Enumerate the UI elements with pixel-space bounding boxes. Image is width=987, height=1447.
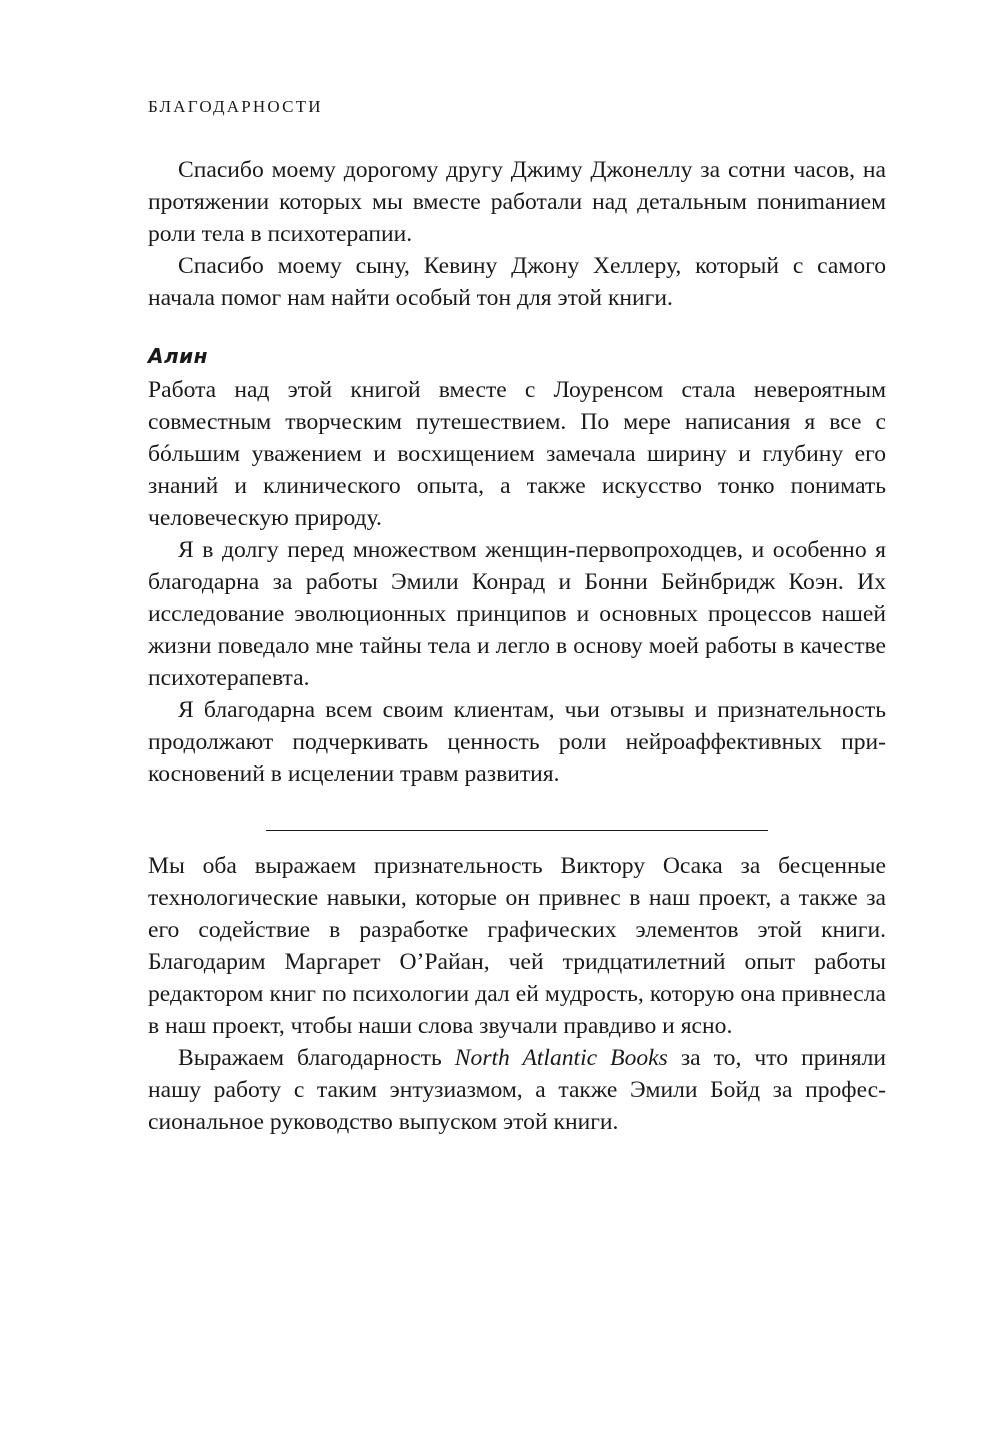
paragraph-clients: Я благодарна всем своим клиентам, чьи отзывы и признательность продолжают подчеркивать ценность роли нейроаффективных прикосновений в исцелении травм развития. <box>148 697 886 787</box>
section-divider <box>266 830 768 831</box>
paragraph-lawrence: Работа над этой книгой вместе с Лоуренсом стала невероятным совместным творческим путешествием. По мере написания я все с бóльшим уважением и восхищением замечала ширину и глубину его знаний и клинического опыта, а также искусство тонко понимать человеческую природу. <box>148 377 886 531</box>
publisher-text-before: Выражаем благодарность <box>178 1045 455 1071</box>
publisher-name: North Atlantic Books <box>454 1045 668 1071</box>
paragraph-jim-jonell: Спасибо моему дорогому другу Джиму Джонеллу за сотни часов, на протяжении которых мы вместе работали над детальным пониmанием роли тела в психотерапии. <box>148 157 886 247</box>
paragraph-publisher <box>148 1042 886 1138</box>
paragraph-joint-thanks: Мы оба выражаем признательность Виктору Осака за бесценные технологические навыки, которые он привнес в наш проект, а также за его содействие в разработке графических элементов этой книги. Благодарим Маргарет О’Райан, чей тридцатилетний опыт работы редактором книг по психологии дал ей мудрость, которую она привнесла в наш проект, чтобы наши слова звучали правдиво и ясно. <box>148 853 886 1039</box>
section-subhead-alin: Алин <box>148 344 208 368</box>
paragraph-pioneer-women: Я в долгу перед множеством женщин-первопроходцев, и особенно я благодарна за работы Эмили Конрад и Бонни Бейнбридж Коэн. Их исследование эволюционных принципов и основных процессов нашей жизни поведало мне тайны тела и легло в основу моей работы в качестве психотерапевта. <box>148 537 886 691</box>
paragraph-kevin-heller: Спасибо моему сыну, Кевину Джону Хеллеру, который с самого начала помог нам найти особый тон для этой книги. <box>148 253 886 311</box>
publisher-text-after: за то, что приняли нашу работу с таким энтузиазмом, а также Эмили Бойд за профессиональное руководство выпуском этой книги. <box>148 1045 886 1135</box>
running-head: БЛАГОДАРНОСТИ <box>148 97 323 116</box>
